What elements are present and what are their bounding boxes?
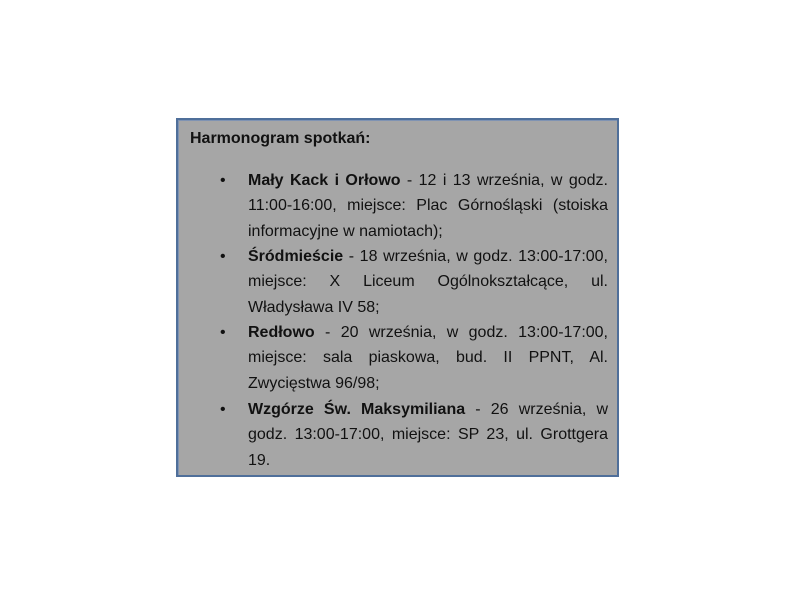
list-item [220, 320, 608, 396]
meeting-details: - 26 września, w godz. 13:00-17:00, miejsce: SP 23, ul. Grottgera 19. [248, 401, 608, 469]
meeting-details: - 18 września, w godz. 13:00-17:00, miejsce: X Liceum Ogólnokształcące, ul. Władysława IV 58; [248, 248, 608, 316]
bullet-icon: • [220, 401, 226, 418]
list-item [220, 244, 608, 320]
bullet-icon: • [220, 248, 226, 265]
schedule-title: Harmonogram spotkań: [190, 130, 371, 147]
location-name: Wzgórze Św. Maksymiliana [248, 401, 466, 418]
location-name: Śródmieście [248, 248, 344, 265]
list-item [220, 168, 608, 244]
location-name: Mały Kack i Orłowo [248, 172, 401, 189]
location-name: Redłowo [248, 324, 315, 341]
meeting-details: - 12 i 13 września, w godz. 11:00-16:00, miejsce: Plac Górnośląski (stoiska informacyjne w namiotach); [248, 172, 608, 240]
bullet-icon: • [220, 172, 226, 189]
schedule-box [176, 118, 619, 477]
list-item [220, 397, 608, 473]
meeting-details: - 20 września, w godz. 13:00-17:00, miejsce: sala piaskowa, bud. II PPNT, Al. Zwycięstwa 96/98; [248, 324, 608, 392]
bullet-icon: • [220, 324, 226, 341]
